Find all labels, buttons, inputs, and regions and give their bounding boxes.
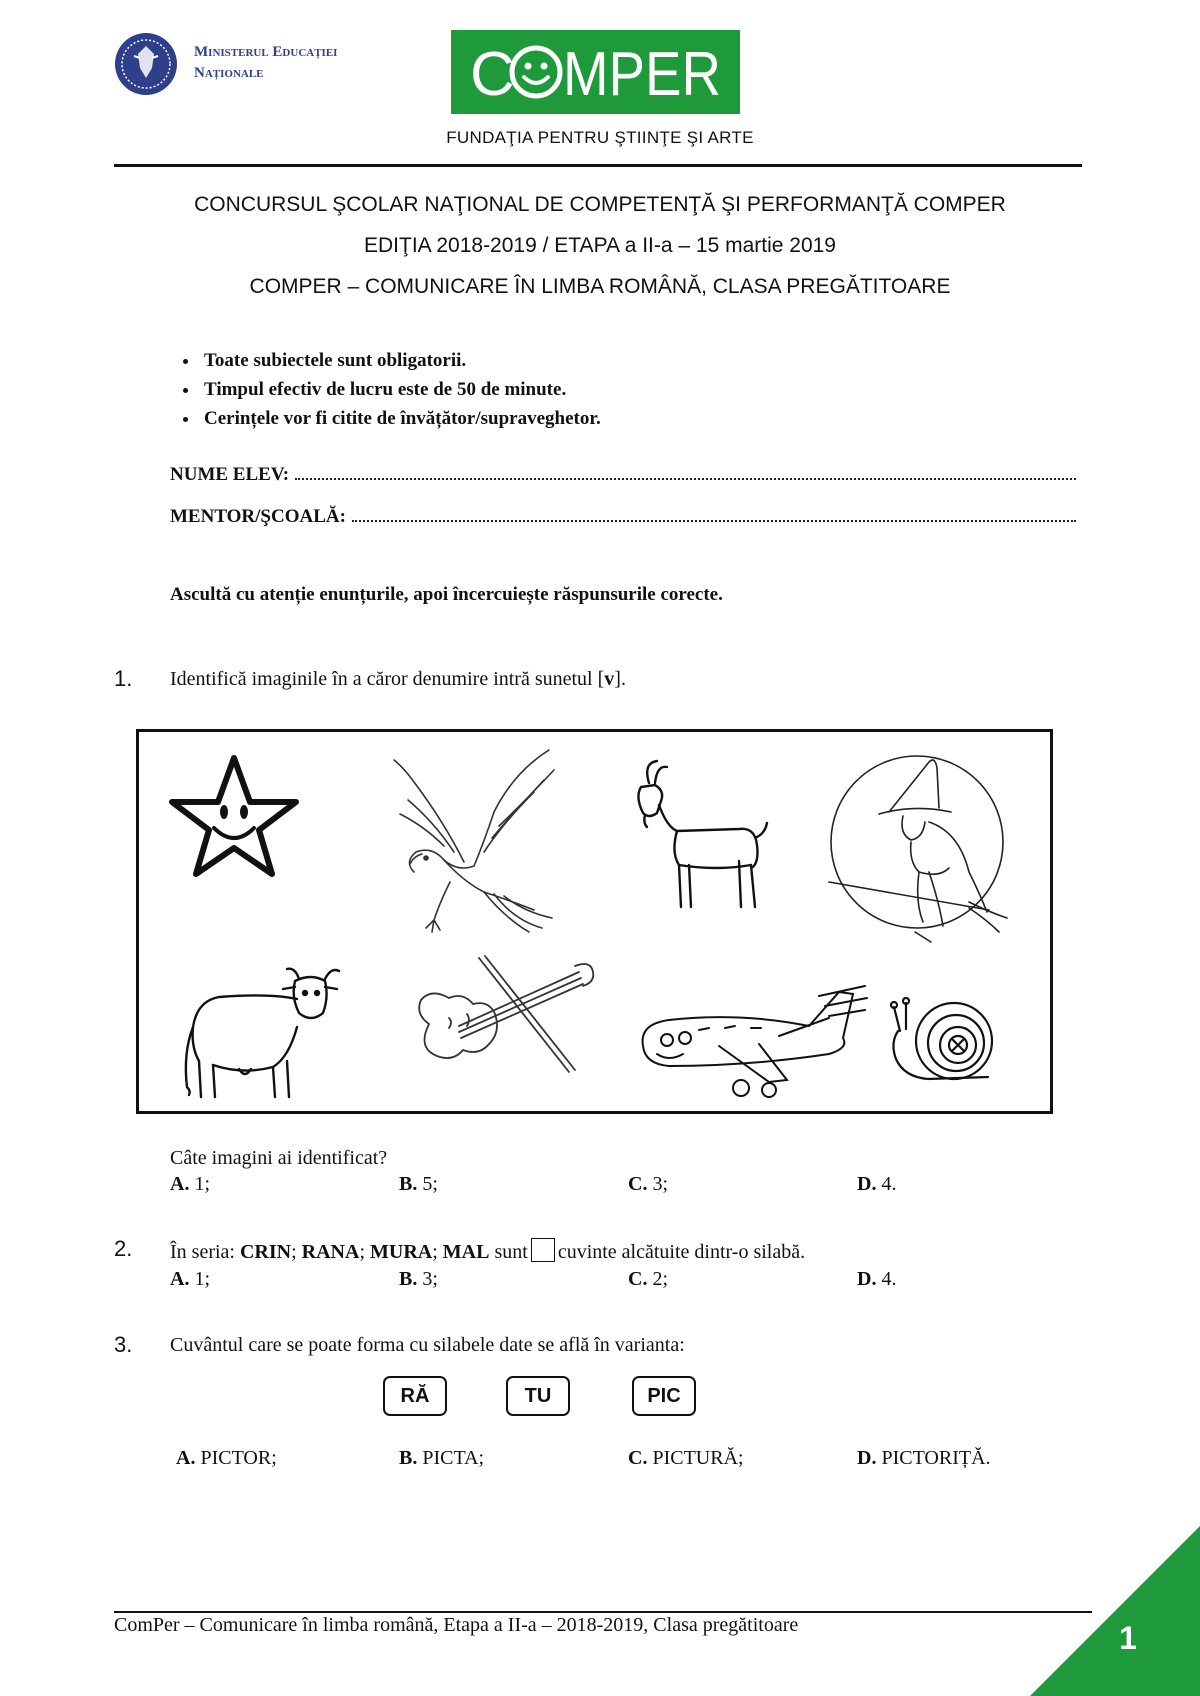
word-separator: ; xyxy=(359,1241,371,1263)
mentor-school-field[interactable] xyxy=(170,506,1076,528)
student-name-label: NUME ELEV: xyxy=(170,464,290,485)
answer-blank-box[interactable] xyxy=(531,1238,555,1262)
rule-item: • Toate subiectele sunt obligatorii. xyxy=(200,346,601,375)
violin-icon[interactable] xyxy=(409,952,599,1082)
word-item: CRIN xyxy=(239,1241,292,1263)
option-text: PICTA; xyxy=(422,1447,485,1469)
option-text: 5; xyxy=(422,1173,438,1195)
option-letter: A. xyxy=(176,1447,196,1469)
comper-logo xyxy=(451,30,740,114)
answer-option-a[interactable] xyxy=(170,1173,399,1196)
answer-option-b[interactable] xyxy=(399,1173,628,1196)
contest-title: CONCURSUL ŞCOLAR NAŢIONAL DE COMPETENŢĂ ŞI PERFORMANŢĂ COMPER xyxy=(194,193,1006,216)
option-letter: C. xyxy=(628,1173,648,1195)
option-text: 3; xyxy=(652,1173,669,1195)
question-2-text xyxy=(170,1238,805,1264)
option-letter: C. xyxy=(628,1447,648,1469)
question-2-options xyxy=(170,1268,1090,1291)
option-text: 3; xyxy=(422,1268,438,1290)
rule-item: • Cerințele vor fi citite de învățător/supraveghetor. xyxy=(200,404,601,433)
option-letter: D. xyxy=(857,1447,877,1469)
svg-text:MPER: MPER xyxy=(562,40,721,107)
answer-option-b[interactable] xyxy=(399,1447,628,1470)
question-number: 1. xyxy=(114,666,133,691)
word-separator: ; xyxy=(432,1241,443,1263)
option-text: PICTOR; xyxy=(200,1447,277,1469)
page-number: 1 xyxy=(1119,1620,1137,1656)
option-letter: A. xyxy=(170,1173,190,1195)
subject-title: COMPER – COMUNICARE ÎN LIMBA ROMÂNĂ, CLASA PREGĂTITOARE xyxy=(249,275,951,298)
question-number: 2. xyxy=(114,1236,133,1261)
question-1-subquestion: Câte imagini ai identificat? xyxy=(170,1147,388,1169)
word-separator: ; xyxy=(291,1241,302,1263)
question-2-mid: sunt xyxy=(489,1241,528,1263)
answer-option-c[interactable] xyxy=(628,1173,857,1196)
rules-list xyxy=(170,346,601,433)
instruction-text: Ascultă cu atenție enunțurile, apoi încercuiește răspunsurile corecte. xyxy=(170,584,723,605)
student-name-field[interactable] xyxy=(170,464,1076,486)
option-text: 2; xyxy=(652,1268,669,1290)
star-icon[interactable] xyxy=(164,752,304,882)
answer-option-a[interactable] xyxy=(176,1447,399,1470)
mentor-school-input[interactable] xyxy=(352,508,1076,522)
question-1-image-panel xyxy=(136,729,1053,1114)
foundation-name: FUNDAŢIA PENTRU ŞTIINŢE ŞI ARTE xyxy=(446,128,754,147)
option-letter: A. xyxy=(170,1268,190,1290)
syllable-card: RĂ xyxy=(383,1376,447,1416)
snail-icon[interactable] xyxy=(884,987,1004,1097)
footer-divider xyxy=(114,1611,1092,1613)
option-letter: B. xyxy=(399,1268,418,1290)
ministry-name: Ministerul Educației Naționale xyxy=(194,44,338,81)
option-text: 1; xyxy=(194,1173,211,1195)
option-text: PICTURĂ; xyxy=(652,1447,744,1469)
edition-title: EDIŢIA 2018-2019 / ETAPA a II-a – 15 martie 2019 xyxy=(364,234,836,257)
svg-text:C: C xyxy=(469,40,515,107)
option-text: 4. xyxy=(881,1268,897,1290)
witch-icon[interactable] xyxy=(819,742,1009,957)
question-1-options xyxy=(170,1173,1090,1196)
syllable-card: PIC xyxy=(632,1376,696,1416)
option-letter: B. xyxy=(399,1173,418,1195)
answer-option-d[interactable] xyxy=(857,1173,1086,1196)
option-text: PICTORIȚĂ. xyxy=(881,1447,991,1469)
student-name-input[interactable] xyxy=(295,466,1076,480)
answer-option-d[interactable] xyxy=(857,1447,1086,1470)
syllable-card: TU xyxy=(506,1376,570,1416)
option-letter: C. xyxy=(628,1268,648,1290)
question-1-sound: v xyxy=(604,668,615,690)
question-2-suffix: cuvinte alcătuite dintr-o silabă. xyxy=(557,1241,806,1263)
question-1-text-end: ]. xyxy=(614,668,626,690)
ministry-seal-icon xyxy=(114,32,178,96)
cow-icon[interactable] xyxy=(179,957,349,1107)
option-text: 1; xyxy=(194,1268,211,1290)
option-letter: D. xyxy=(857,1173,877,1195)
answer-option-a[interactable] xyxy=(170,1268,399,1291)
option-letter: B. xyxy=(399,1447,418,1469)
rule-item: • Timpul efectiv de lucru este de 50 de minute. xyxy=(200,375,601,404)
answer-option-b[interactable] xyxy=(399,1268,628,1291)
question-2-prefix: În seria: xyxy=(170,1241,240,1263)
footer-text: ComPer – Comunicare în limba română, Etapa a II-a – 2018-2019, Clasa pregătitoare xyxy=(114,1614,799,1636)
goat-icon[interactable] xyxy=(627,757,777,912)
question-1-text-start: Identifică imaginile în a căror denumire intră sunetul [ xyxy=(170,668,605,690)
question-number: 3. xyxy=(114,1332,133,1357)
page-corner-decoration xyxy=(1030,1526,1200,1696)
question-3-text: Cuvântul care se poate forma cu silabele date se află în varianta: xyxy=(170,1334,685,1356)
answer-option-c[interactable] xyxy=(628,1268,857,1291)
header-divider xyxy=(114,164,1082,167)
option-letter: D. xyxy=(857,1268,877,1290)
comper-logo-icon xyxy=(466,37,726,107)
word-item: MURA xyxy=(370,1241,433,1263)
answer-option-d[interactable] xyxy=(857,1268,1086,1291)
question-1-text xyxy=(170,668,626,691)
word-item: MAL xyxy=(442,1241,490,1263)
eagle-icon[interactable] xyxy=(374,742,564,947)
airplane-icon[interactable] xyxy=(629,982,869,1107)
option-text: 4. xyxy=(881,1173,897,1195)
mentor-school-label: MENTOR/ŞCOALĂ: xyxy=(170,506,346,527)
word-item: RANA xyxy=(301,1241,360,1263)
answer-option-c[interactable] xyxy=(628,1447,857,1470)
question-3-options xyxy=(176,1447,1096,1470)
